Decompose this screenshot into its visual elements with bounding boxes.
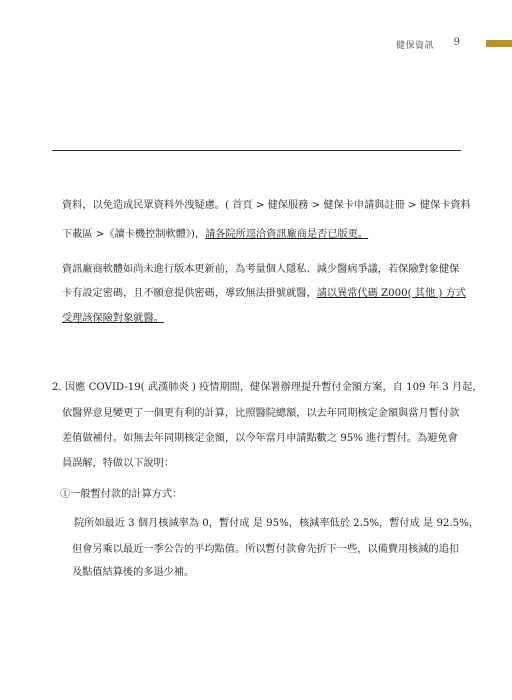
paragraph-line: 員誤解，特做以下說明： bbox=[62, 458, 175, 469]
paragraph-line: 院所如最近 3 個月核減率為 0，暫付成 是 95%，核減率低於 2.5%，暫付成 是 92.5%， bbox=[74, 518, 480, 529]
paragraph-line: 及點值結算後的多退少補。 bbox=[72, 567, 195, 578]
paragraph-line: 資料，以免造成民眾資料外洩疑慮。( 首頁 > 健保服務 > 健保卡申請與註冊 > 健保卡資料 bbox=[62, 200, 471, 211]
paragraph-line: 但會另乘以最近一季公告的平均點值。所以暫付款會先折下一些，以備費用核減的追扣 bbox=[72, 544, 460, 555]
paragraph-line: 差值做補付。如無去年同期核定金額，以今年當月申請點數之 95% 進行暫付。為避免會 bbox=[62, 433, 458, 444]
text-emphasis-underlined: 請各院所逕洽資訊廠商是否已版更。 bbox=[205, 229, 369, 240]
subitem-heading: ①一般暫付款的計算方式： bbox=[60, 489, 183, 500]
header-accent-bar bbox=[486, 40, 512, 47]
paragraph-line: 依醫界意見變更了一個更有利的計算，比照醫院總額，以去年同期核定金額與當月暫付款 bbox=[62, 408, 460, 419]
text-emphasis-underlined: 請以異常代碼 Z000( 其他 ) 方式 bbox=[316, 288, 466, 299]
page-header bbox=[0, 38, 512, 52]
page-number: 9 bbox=[453, 37, 460, 48]
paragraph-line: 2. 因應 COVID-19( 武漢肺炎 ) 疫情期間，健保署辦理提升暫付金額方案，自 109 年 3 月起， bbox=[52, 382, 483, 393]
section-divider bbox=[52, 150, 461, 151]
paragraph-line bbox=[62, 284, 466, 299]
text-plain: 下載區 >《讀卡機控制軟體》)， bbox=[62, 229, 206, 240]
text-plain: 卡有設定密碼，且不願意提供密碼，導致無法掛號就醫， bbox=[62, 288, 317, 299]
paragraph-line bbox=[62, 225, 368, 240]
paragraph-line: 資訊廠商軟體如尚未進行版本更新前，為考量個人隱私、減少醫病爭議，若保險對象健保 bbox=[62, 264, 460, 275]
header-title: 健保資訊 bbox=[395, 41, 434, 51]
text-emphasis-underlined: 受理該保險對象就醫。 bbox=[62, 313, 164, 324]
